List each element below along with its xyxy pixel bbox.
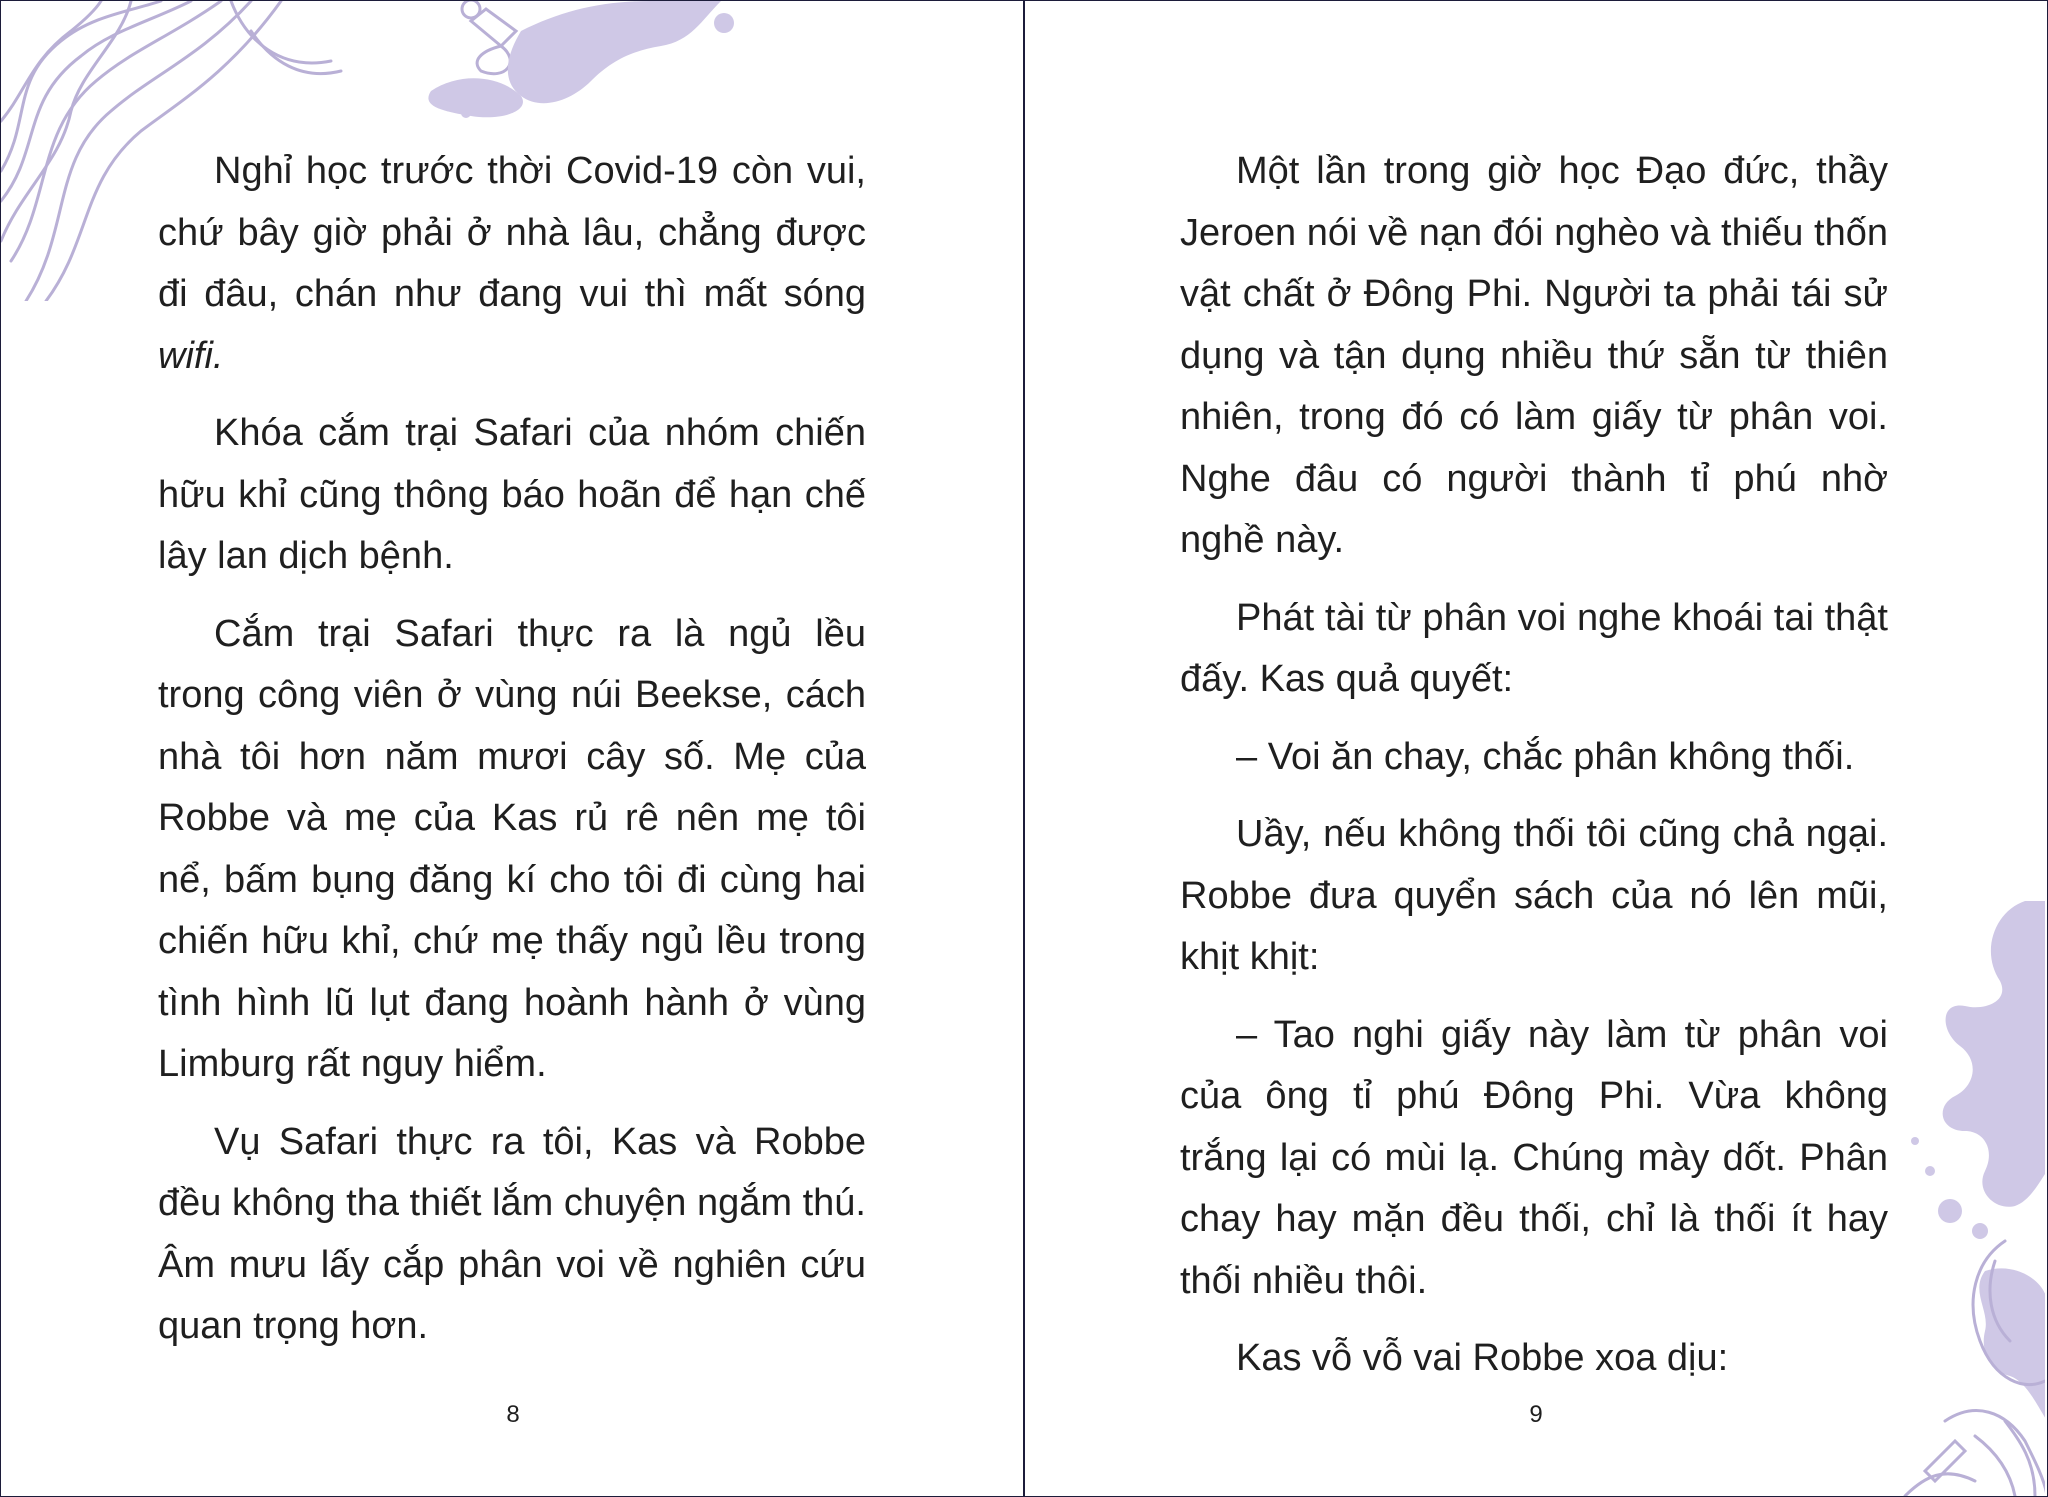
right-page	[1025, 1, 2047, 1496]
page-number: 8	[506, 1401, 520, 1428]
paragraph: – Voi ăn chay, chắc phân không thối.	[1236, 735, 1855, 778]
paragraph: Cắm trại Safari thực ra là ngủ lều trong công viên ở vùng núi Beekse, cách nhà tôi hơn năm mươi cây số. Mẹ của Robbe và mẹ của Kas rủ rê nên mẹ tôi nể, bấm bụng đăng kí cho tôi đi cùng hai chiến hữu khỉ, chứ mẹ thấy ngủ lều trong tình hình lũ lụt đang hoành hành ở vùng Limburg rất nguy hiểm.	[158, 612, 866, 1085]
paragraph: Uầy, nếu không thối tôi cũng chả ngại. Robbe đưa quyển sách của nó lên mũi, khịt khịt:	[1180, 813, 1888, 978]
paragraph-text: Nghỉ học trước thời Covid-19 còn vui, chứ bây giờ phải ở nhà lâu, chẳng được đi đâu, chán như đang vui thì mất sóng	[158, 150, 866, 315]
paint-splash-paintbrush-icon	[1885, 881, 2045, 1496]
paragraph: Kas vỗ vỗ vai Robbe xoa dịu:	[1236, 1337, 1729, 1379]
paragraph: Phát tài từ phân voi nghe khoái tai thật đấy. Kas quả quyết:	[1180, 596, 1888, 700]
left-page-text	[158, 141, 866, 1374]
left-page	[1, 1, 1023, 1496]
paragraph: – Tao nghi giấy này làm từ phân voi của ông tỉ phú Đông Phi. Vừa không trắng lại có mùi lạ. Chúng mày dốt. Phân chay hay mặn đều thối, chỉ là thối ít hay thối nhiều thôi.	[1180, 1013, 1888, 1302]
paragraph	[158, 141, 866, 387]
paragraph: Một lần trong giờ học Đạo đức, thầy Jeroen nói về nạn đói nghèo và thiếu thốn vật chất ở Đông Phi. Người ta phải tái sử dụng và tận dụng nhiều thứ sẵn từ thiên nhiên, trong đó có làm giấy từ phân voi. Nghe đâu có người thành tỉ phú nhờ nghề này.	[1180, 150, 1888, 561]
paragraph: Vụ Safari thực ra tôi, Kas và Robbe đều không tha thiết lắm chuyện ngắm thú. Âm mưu lấy cắp phân voi về nghiên cứu quan trọng hơn.	[158, 1120, 866, 1347]
page-number: 9	[1529, 1401, 1543, 1428]
italic-word: wifi.	[158, 334, 224, 377]
right-page-text	[1180, 141, 1888, 1406]
paragraph: Khóa cắm trại Safari của nhóm chiến hữu khỉ cũng thông báo hoãn để hạn chế lây lan dịch bệnh.	[158, 412, 866, 577]
